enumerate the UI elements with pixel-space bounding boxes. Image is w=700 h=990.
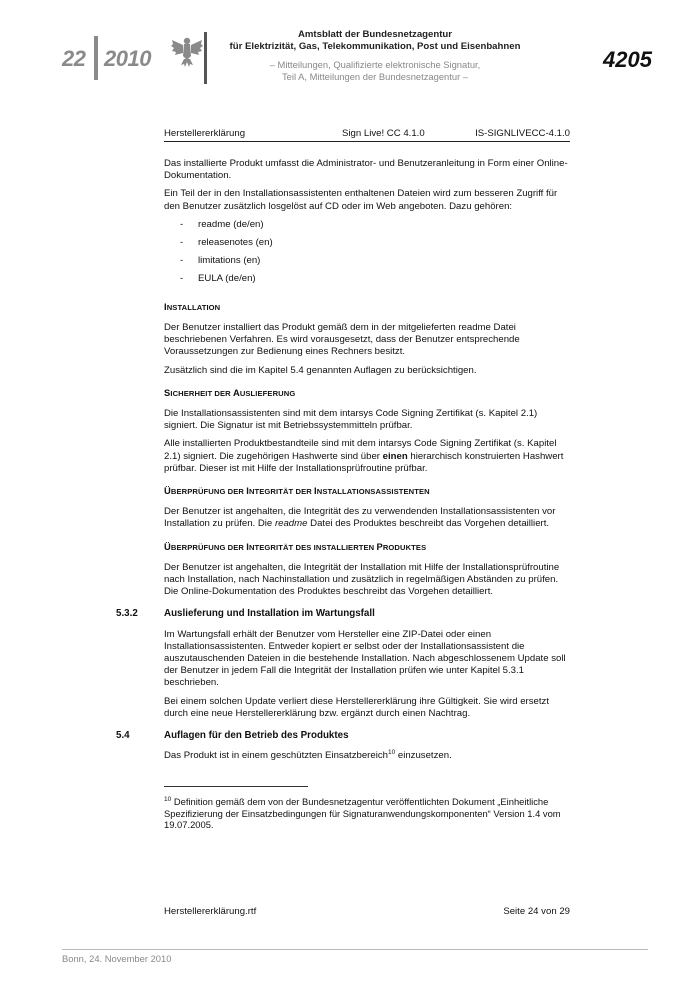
bullet-list bbox=[164, 219, 570, 291]
running-header-right: IS-SIGNLIVECC-4.1.0 bbox=[475, 128, 570, 139]
section-title: Auflagen für den Betrieb des Produktes bbox=[164, 730, 349, 742]
list-item-text: limitations (en) bbox=[198, 254, 261, 266]
gazette-page-number: 4205 bbox=[603, 47, 652, 72]
header-divider bbox=[204, 32, 207, 84]
bullet-dash: - bbox=[180, 272, 184, 284]
document-footer-page: Seite 24 von 29 bbox=[503, 906, 570, 917]
section-number: 5.4 bbox=[116, 730, 130, 742]
footnote-text: Definition gemäß dem von der Bundesnetzagentur veröffentlichten Dokument „Einheitliche Spezifizierung der Einsatzbedingungen für Signaturanwendungskomponenten“ Version 1.4 vom 19.07.2005. bbox=[164, 796, 561, 831]
running-header-left: Herstellererklärung bbox=[164, 128, 246, 139]
paragraph: Der Benutzer ist angehalten, die Integrität der Installation mit Hilfe der Installationsprüfroutine nach Installation, nach Nachinstallation und zusätzlich in regelmäßigen Abständen zu prüfen. Die Online-Dokumentation des Produktes beschreibt das Vorgehen detailliert. bbox=[164, 561, 560, 598]
gazette-date: Bonn, 24. November 2010 bbox=[62, 953, 172, 964]
issue-number: 22 bbox=[62, 46, 86, 71]
paragraph: Das Produkt ist in einem geschützten Einsatzbereich$^{10}$ einzusetzen. bbox=[164, 749, 452, 762]
list-item bbox=[164, 273, 570, 291]
document-body bbox=[116, 158, 570, 769]
footnote bbox=[164, 796, 570, 831]
footnote-marker: 10 bbox=[164, 796, 172, 803]
section-number: 5.3.2 bbox=[116, 608, 138, 620]
bullet-dash: - bbox=[180, 236, 184, 248]
document-running-header bbox=[164, 128, 570, 142]
paragraph: Der Benutzer installiert das Produkt gemäß dem in der mitgelieferten readme Datei beschriebenen Verfahren. Es wird vorausgesetzt, dass der Benutzer entsprechende Voraussetzungen zur Bedienung eines Rechners besitzt. bbox=[164, 322, 520, 358]
issue-year: 2010 bbox=[104, 46, 151, 71]
subheading-installation: INSTALLATION bbox=[164, 300, 221, 312]
paragraph: Der Benutzer ist angehalten, die Integrität des zu verwendenden Installationsassistenten vor Installation zu prüfen. Die readme Datei des Produktes beschreibt das Vorgehen detailliert. bbox=[164, 506, 556, 530]
subheading-installer-integrity: ÜBERPRÜFUNG DER INTEGRITÄT DER INSTALLATIONSASSISTENTEN bbox=[164, 485, 430, 497]
paragraph: Bei einem solchen Update verliert diese Herstellererklärung ihre Gültigkeit. Sie wird ersetzt durch eine neue Herstellererklärung bzw. ergänzt durch einen Nachtrag. bbox=[164, 695, 549, 719]
paragraph: Das installierte Produkt umfasst die Administrator- und Benutzeranleitung in Form einer Online-Dokumentation. bbox=[164, 158, 568, 182]
document-footer-filename: Herstellererklärung.rtf bbox=[164, 906, 257, 917]
section-heading-5-4 bbox=[116, 730, 570, 742]
list-item bbox=[164, 255, 570, 273]
gazette-title bbox=[220, 29, 530, 52]
list-item bbox=[164, 219, 570, 237]
paragraph: Alle installierten Produktbestandteile sind mit dem intarsys Code Signing Zertifikat (s. Kapitel 2.1) signiert. Die zugehörigen Hashwerte sind über einen hierarchisch konstruierten Hashwert prüfbar. Dieser ist mit Hilfe der Installationsprüfroutine prüfbar. bbox=[164, 438, 564, 474]
list-item-text: releasenotes (en) bbox=[198, 236, 273, 248]
gazette-title-line2: für Elektrizität, Gas, Telekommunikation, Post und Eisenbahnen bbox=[229, 40, 521, 52]
issue-divider bbox=[94, 36, 98, 80]
paragraph: Im Wartungsfall erhält der Benutzer vom Hersteller eine ZIP-Datei oder einen Installationsassistenten. Entweder kopiert er selbst oder der Installationsassistent die auszutauschenden Dateien in die bestehende Installation. Nach abgeschlossenem Update soll der Benutzer in jedem Fall die Integrität der Installation prüfen wie unter Kapitel 5.3.1 beschrieben. bbox=[164, 628, 566, 689]
gazette-subtitle-line1: – Mitteilungen, Qualifizierte elektronische Signatur, bbox=[269, 59, 481, 70]
subheading-product-integrity: ÜBERPRÜFUNG DER INTEGRITÄT DES INSTALLIERTEN PRODUKTES bbox=[164, 540, 427, 552]
paragraph: Ein Teil der in den Installationsassistenten enthaltenen Dateien wird zum besseren Zugriff für den Benutzer zusätzlich losgelöst auf CD oder im Web angeboten. Dazu gehören: bbox=[164, 188, 558, 212]
footer-rule bbox=[62, 949, 648, 950]
list-item bbox=[164, 237, 570, 255]
footnote-separator bbox=[164, 786, 308, 787]
federal-eagle-icon bbox=[170, 34, 204, 68]
list-item-text: readme (de/en) bbox=[198, 218, 264, 230]
bullet-dash: - bbox=[180, 218, 184, 230]
list-item-text: EULA (de/en) bbox=[198, 272, 256, 284]
gazette-subtitle bbox=[220, 59, 530, 82]
running-header-center: Sign Live! CC 4.1.0 bbox=[342, 128, 425, 139]
gazette-subtitle-line2: Teil A, Mitteilungen der Bundesnetzagentur – bbox=[281, 70, 469, 82]
section-title: Auslieferung und Installation im Wartungsfall bbox=[164, 608, 375, 620]
gazette-title-line1: Amtsblatt der Bundesnetzagentur bbox=[297, 29, 453, 40]
bullet-dash: - bbox=[180, 254, 184, 266]
paragraph: Die Installationsassistenten sind mit dem intarsys Code Signing Zertifikat (s. Kapitel 2.1) signiert. Die Signatur ist mit Betriebssystemmitteln prüfbar. bbox=[164, 408, 538, 432]
subheading-delivery-security: SICHERHEIT DER AUSLIEFERUNG bbox=[164, 386, 296, 398]
paragraph: Zusätzlich sind die im Kapitel 5.4 genannten Auflagen zu berücksichtigen. bbox=[164, 364, 477, 376]
footnote-reference: 10 bbox=[387, 749, 396, 757]
section-heading-5-3-2 bbox=[116, 608, 570, 620]
